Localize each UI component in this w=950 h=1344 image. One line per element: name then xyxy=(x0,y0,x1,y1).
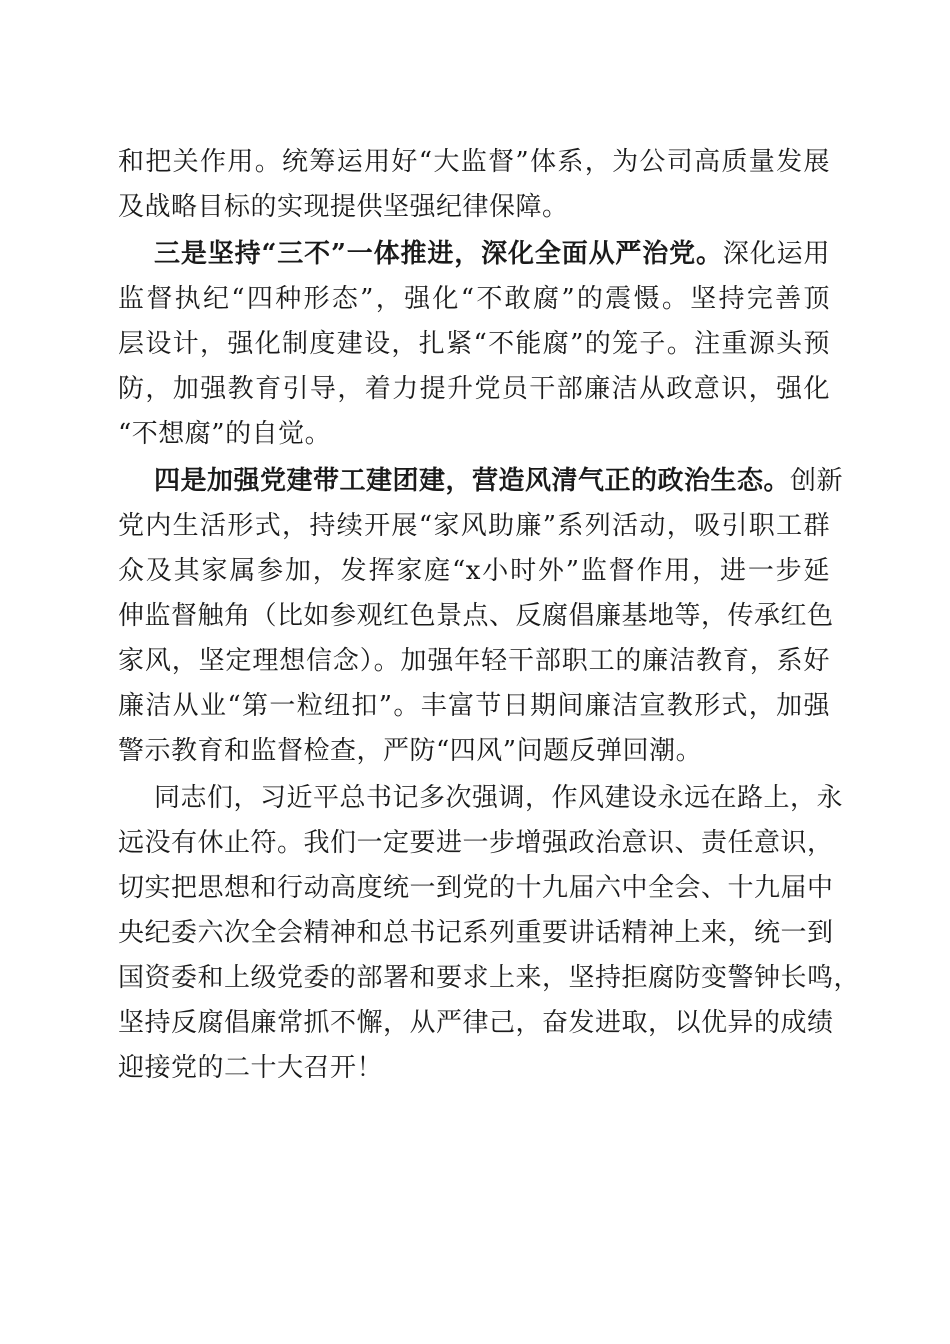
text-line: 警示教育和监督检查，严防“四风”问题反弹回潮。 xyxy=(118,736,703,766)
text-line: 坚持反腐倡廉常抓不懈，从严律己，奋发进取，以优异的成绩 xyxy=(118,1008,834,1038)
paragraph-heading: 三是坚持“三不”一体推进，深化全面从严治党。 xyxy=(154,239,723,269)
text-line: 家风，坚定理想信念）。加强年轻干部职工的廉洁教育，系好 xyxy=(118,646,830,676)
text-line xyxy=(118,459,844,504)
text-line: 远没有休止符。我们一定要进一步增强政治意识、责任意识， xyxy=(118,828,834,858)
text-line: 同志们，习近平总书记多次强调，作风建设永远在路上，永 xyxy=(154,783,844,813)
text-line xyxy=(118,232,830,277)
text-line: 及战略目标的实现提供坚强纪律保障。 xyxy=(118,192,569,222)
heading-trailing-text: 深化运用 xyxy=(722,239,830,269)
text-line: 迎接党的二十大召开！ xyxy=(118,1053,384,1083)
text-line: 和把关作用。统筹运用好“大监督”体系，为公司高质量发展 xyxy=(118,147,830,177)
text-line: 廉洁从业“第一粒纽扣”。丰富节日期间廉洁宣教形式，加强 xyxy=(118,691,830,721)
heading-trailing-text: 创新 xyxy=(790,466,844,496)
text-line: “不想腐”的自觉。 xyxy=(118,419,332,449)
text-line: 伸监督触角（比如参观红色景点、反腐倡廉基地等，传承红色 xyxy=(118,601,834,631)
text-line: 层设计，强化制度建设，扎紧“不能腐”的笼子。注重源头预 xyxy=(118,329,830,359)
text-line: 防，加强教育引导，着力提升党员干部廉洁从政意识，强化 xyxy=(118,374,830,404)
text-line: 监督执纪“四种形态”，强化“不敢腐”的震慑。坚持完善顶 xyxy=(118,284,830,314)
paragraph-4 xyxy=(118,776,861,1091)
paragraph-2 xyxy=(118,232,830,457)
document-page xyxy=(118,140,861,1091)
text-line: 众及其家属参加，发挥家庭“x小时外”监督作用，进一步延 xyxy=(118,556,830,586)
paragraph-3 xyxy=(118,459,844,774)
text-line: 央纪委六次全会精神和总书记系列重要讲话精神上来，统一到 xyxy=(118,918,834,948)
text-line: 党内生活形式，持续开展“家风助廉”系列活动，吸引职工群 xyxy=(118,511,830,541)
text-line: 切实把思想和行动高度统一到党的十九届六中全会、十九届中 xyxy=(118,873,834,903)
text-line: 国资委和上级党委的部署和要求上来，坚持拒腐防变警钟长鸣， xyxy=(118,963,861,993)
paragraph-1 xyxy=(118,140,830,230)
paragraph-heading: 四是加强党建带工建团建，营造风清气正的政治生态。 xyxy=(154,466,791,496)
